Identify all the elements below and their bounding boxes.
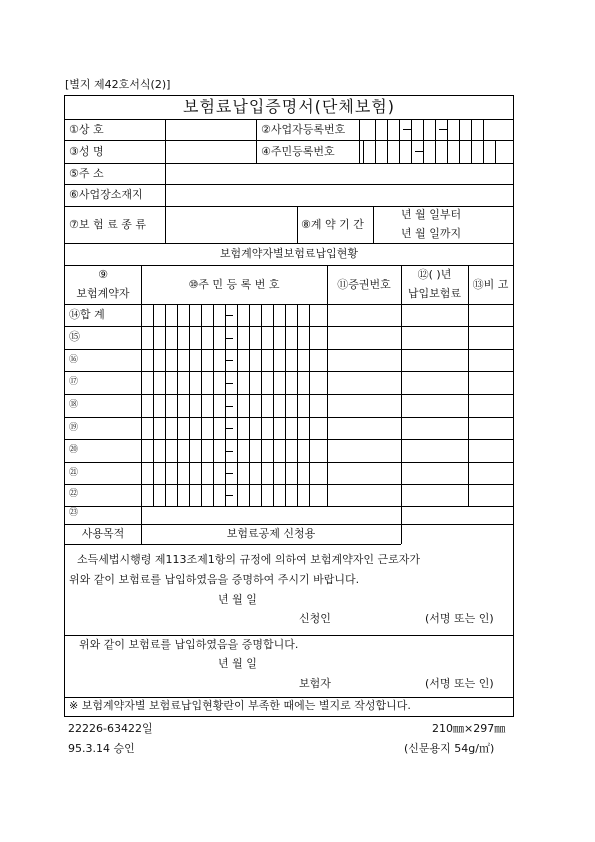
field-address-label: ⑤주 소 <box>69 167 104 180</box>
row-label: ⑰ <box>69 377 79 387</box>
field-company-label: ①상 호 <box>69 123 104 136</box>
row-label: ⑮ <box>69 330 80 343</box>
period-to: 년 월 일까지 <box>401 227 462 240</box>
applicant-label: 신청인 <box>299 612 331 625</box>
request-date: 년 월 일 <box>218 593 257 606</box>
certify-line: 위와 같이 보험료를 납입하였음을 증명합니다. <box>79 638 299 651</box>
row-label: ㉓ <box>69 508 79 518</box>
footer-code: 22226-63422일 <box>68 722 153 735</box>
certificate-form <box>64 95 514 717</box>
footer-paper: (신문용지 54g/㎡) <box>404 742 495 755</box>
field-resident-reg-label: ④주민등록번호 <box>261 145 335 158</box>
row-label: ㉑ <box>69 468 79 478</box>
certify-date: 년 월 일 <box>218 657 257 670</box>
row-label: ㉒ <box>69 489 79 499</box>
footer-size: 210㎜×297㎜ <box>432 722 506 735</box>
request-line-2: 위와 같이 보험료를 납입하였음을 증명하여 주시기 바랍니다. <box>69 573 360 586</box>
header-contractor-num: ⑨ <box>98 268 108 281</box>
header-policy-no: ⑪증권번호 <box>337 278 391 291</box>
insurer-label: 보험자 <box>299 677 331 690</box>
header-resident-no: ⑩주 민 등 록 번 호 <box>188 278 280 291</box>
row-label: ⑳ <box>69 445 79 455</box>
row-label-total: ⑭합 계 <box>69 308 105 321</box>
request-line-1: 소득세법시행령 제113조제1항의 규정에 의하여 보험계약자인 근로자가 <box>77 553 421 566</box>
field-name-label: ③성 명 <box>69 145 104 158</box>
header-remarks: ⑬비 고 <box>472 278 509 291</box>
section-title: 보험계약자별보험료납입현황 <box>219 247 359 260</box>
header-contractor: 보험계약자 <box>76 287 130 300</box>
applicant-sign: (서명 또는 인) <box>425 612 494 625</box>
row-label: ⑯ <box>69 355 79 365</box>
header-paid-premium: 납입보험료 <box>407 287 462 300</box>
footer-approval: 95.3.14 승인 <box>68 742 135 755</box>
field-business-reg-label: ②사업자등록번호 <box>261 123 346 136</box>
row-label: ⑱ <box>69 400 79 410</box>
insurer-sign: (서명 또는 인) <box>425 677 494 690</box>
field-workplace-label: ⑥사업장소재지 <box>69 188 143 201</box>
purpose-label: 사용목적 <box>81 527 125 540</box>
header-year: ⑫( )년 <box>417 268 452 281</box>
purpose-value: 보험료공제 신청용 <box>226 527 316 540</box>
row-label: ⑲ <box>69 423 79 433</box>
form-code: [별지 제42호서식(2)] <box>65 78 171 91</box>
period-from: 년 월 일부터 <box>401 208 462 221</box>
field-insurance-type-label: ⑦보 험 료 종 류 <box>69 218 146 231</box>
form-title: 보험료납입증명서(단체보험) <box>183 97 395 116</box>
note: ※ 보험계약자별 보험료납입현황란이 부족한 때에는 별지로 작성합니다. <box>69 699 411 712</box>
field-contract-period-label: ⑧계 약 기 간 <box>301 218 364 231</box>
